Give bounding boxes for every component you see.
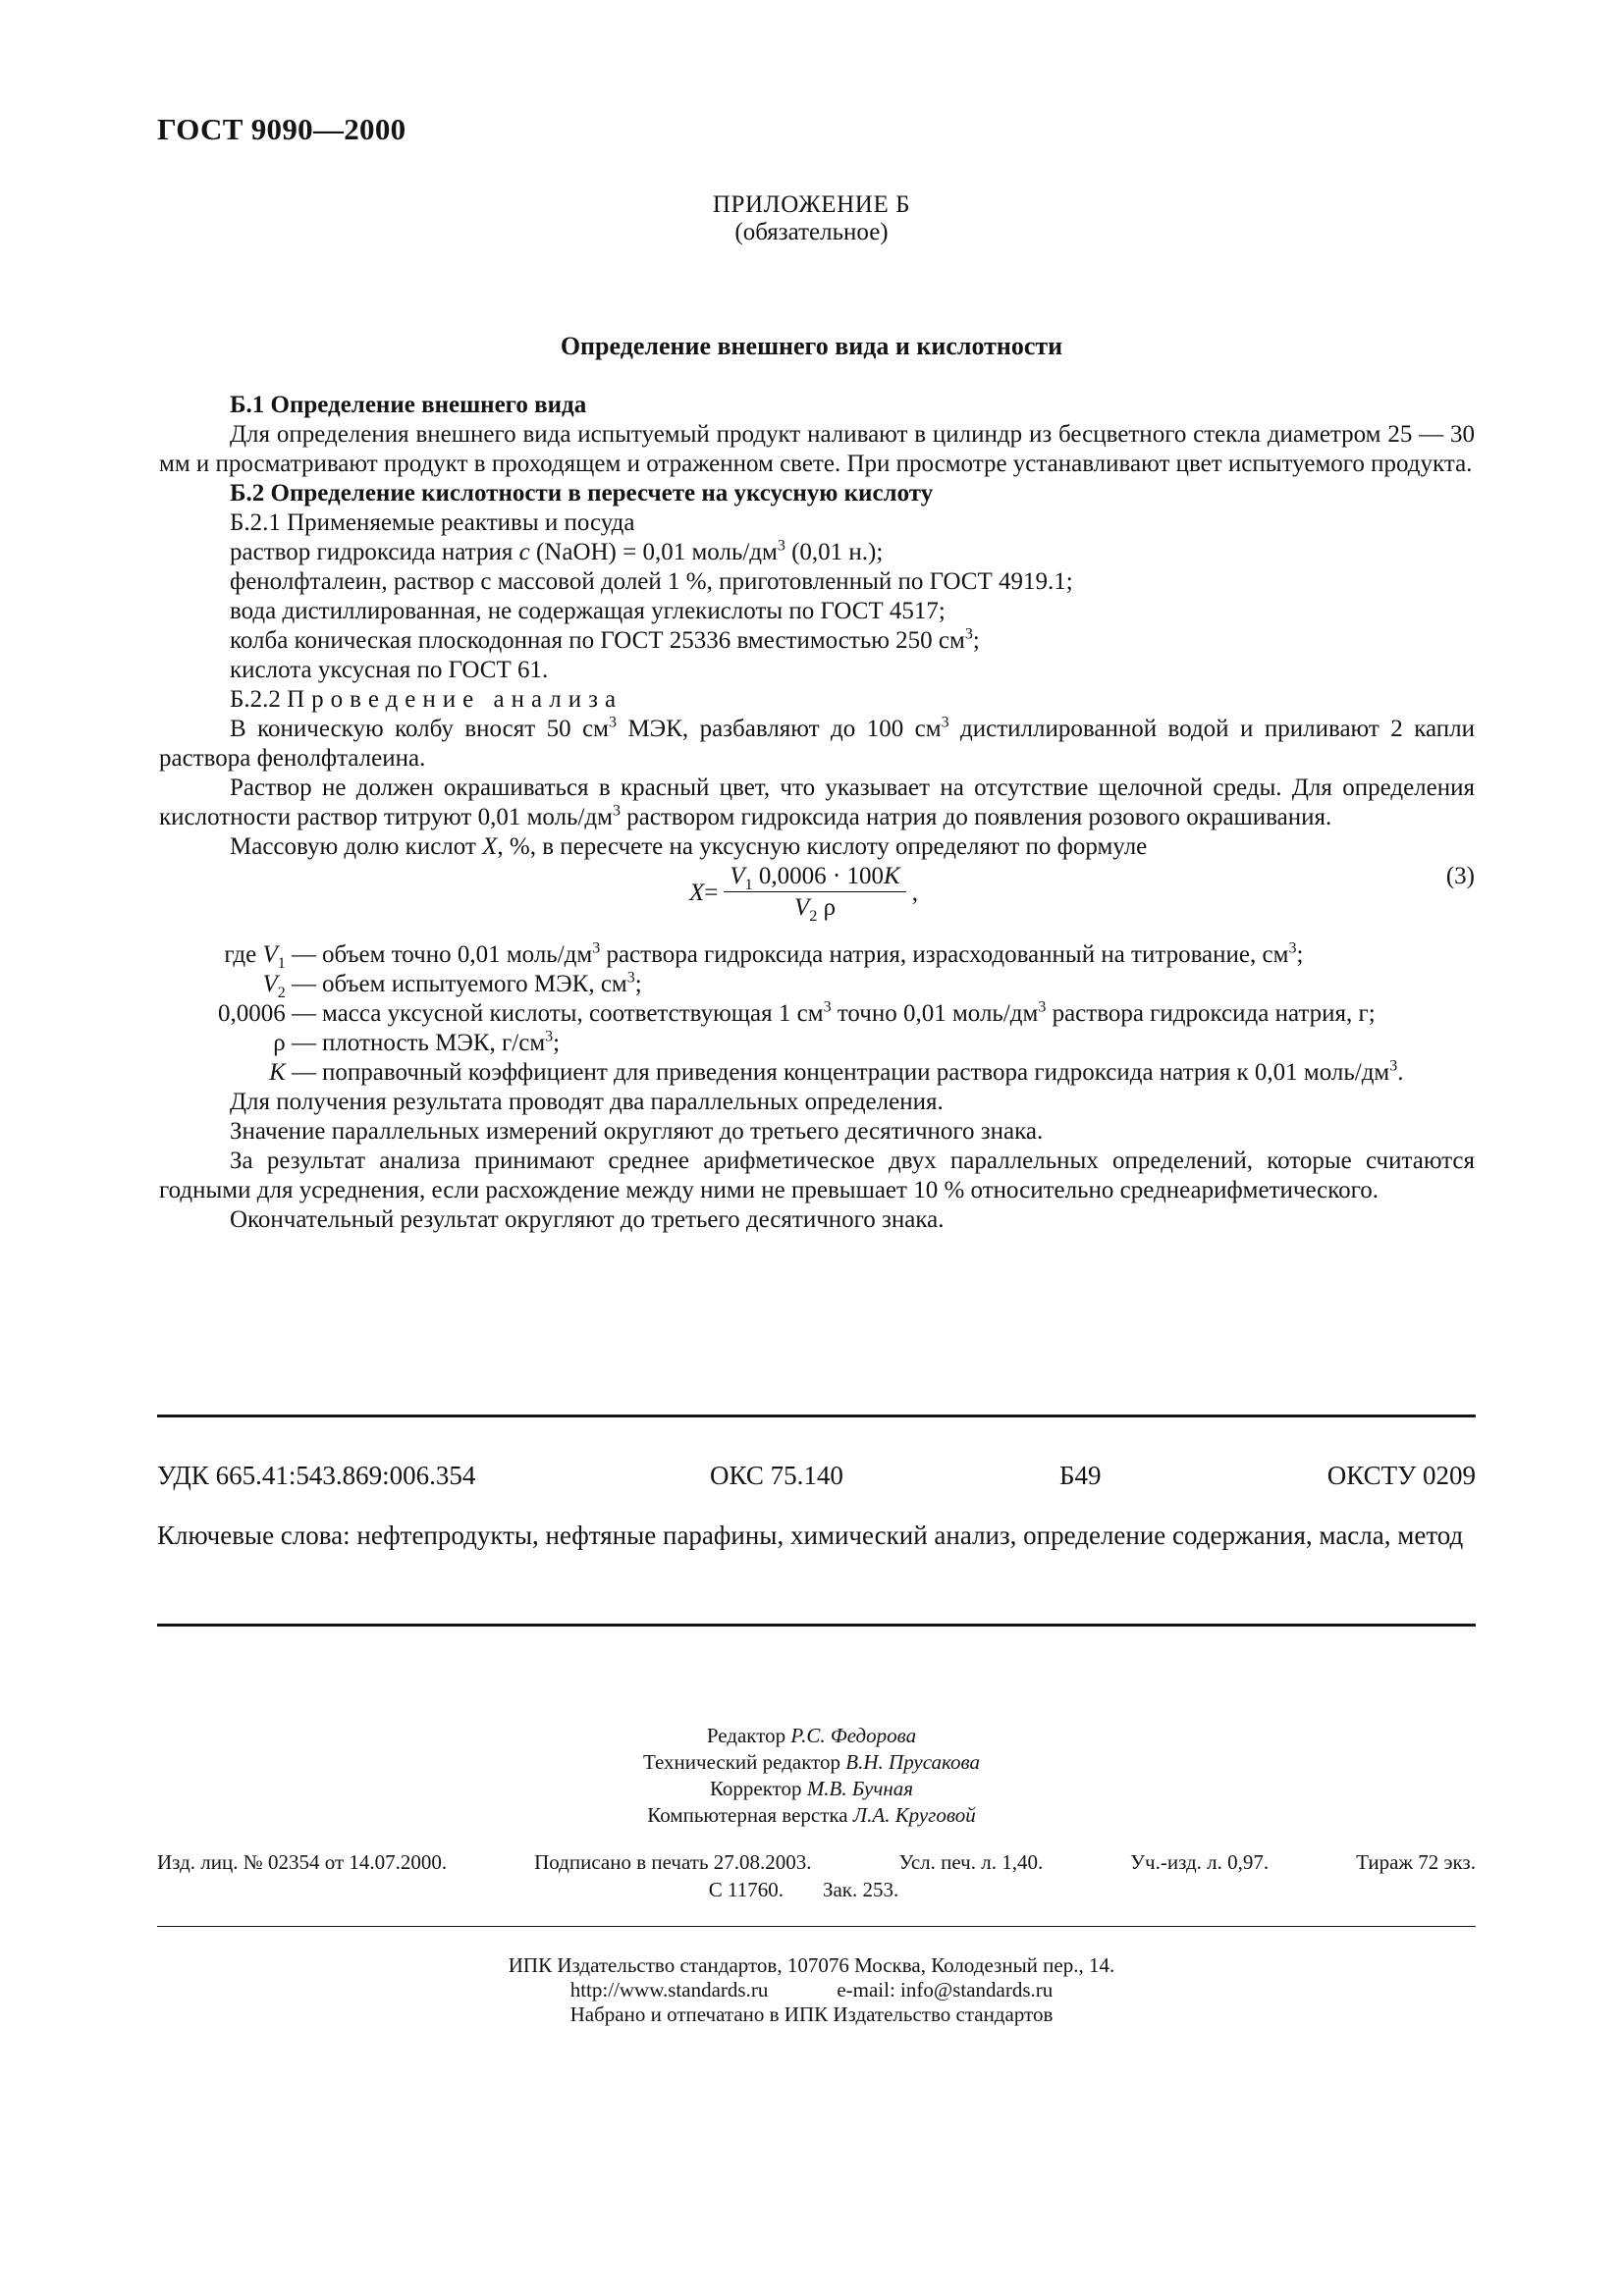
- procedure-paragraph-1: В коническую колбу вносят 50 $см^3$ МЭК, разбавляют до 100 $см^3$ дистиллированной водой и приливают 2 капли раствора фенолфталеина.: [159, 714, 1475, 772]
- b49-code: Б49: [1059, 1461, 1102, 1490]
- reagent-phenolphthalein: фенолфталеин, раствор с массовой долей 1 %, приготовленный по ГОСТ 4919.1;: [230, 568, 1073, 595]
- keywords: Ключевые слова: нефтепродукты, нефтяные парафины, химический анализ, определение содержания, масла, метод: [157, 1521, 1464, 1550]
- divider-top: [157, 1415, 1476, 1417]
- tail-3: За результат анализа принимают среднее арифметическое двух параллельных определений, которые считаются годными для усреднения, если расхождение между ними не превышает 10 % относительно среднеарифметического.: [159, 1148, 1475, 1203]
- tech-editor-line: Технический редактор В.Н. Прусакова: [642, 1750, 981, 1774]
- formula-lhs: X: [689, 879, 705, 906]
- standard-code: ГОСТ 9090—2000: [157, 112, 406, 146]
- formula-numerator: $V_1$ 0,0006 · 100K: [724, 862, 905, 892]
- classification-row: [157, 1461, 1476, 1494]
- tail-1: Для получения результата проводят два параллельных определения.: [230, 1089, 944, 1115]
- formula-fraction: [724, 862, 905, 924]
- section-title: Определение внешнего вида и кислотности: [560, 332, 1063, 360]
- var-v1: где $V_1$ — объем точно 0,01 моль/$дм^3$ раствора гидроксида натрия, израсходованный на титрование, $см^3$;: [224, 939, 1304, 972]
- appendix-note: (обязательное): [734, 219, 889, 245]
- tail-2: Значение параллельных измерений округляют до третьего десятичного знака.: [230, 1118, 1044, 1145]
- formula-number: (3): [1445, 863, 1475, 889]
- formula-3: [159, 862, 1475, 925]
- var-k: K — поправочный коэффициент для приведения концентрации раствора гидроксида натрия к 0,01 моль/$дм^3$.: [269, 1057, 1404, 1086]
- formula-expression: X = $\frac{V_1 0,0006 \cdot 100K}{V_2 \rho}$ ,: [689, 863, 918, 925]
- var-v2: $V_2$ — объем испытуемого МЭК, $см^3$;: [262, 969, 642, 1001]
- appendix-title: ПРИЛОЖЕНИЕ Б: [712, 191, 911, 218]
- imprint: [157, 1848, 1476, 1903]
- staff-credits: [0, 1723, 1623, 1829]
- document-body: [159, 391, 1475, 1235]
- order-number: Зак. 253.: [822, 1878, 899, 1901]
- signed-date: Подписано в печать 27.08.2003.: [534, 1850, 812, 1874]
- layout-line: Компьютерная верстка Л.А. Круговой: [647, 1803, 976, 1827]
- editor-line: Редактор Р.С. Федорова: [706, 1724, 917, 1747]
- procedure-paragraph-3: Массовую долю кислот X, %, в пересчете на уксусную кислоту определяют по формуле: [230, 833, 1148, 860]
- print-run: Тираж 72 экз.: [1356, 1850, 1476, 1874]
- oks-code: ОКС 75.140: [710, 1461, 843, 1490]
- variable-definitions: [159, 940, 1475, 1088]
- reagent-water: вода дистиллированная, не содержащая углекислоты по ГОСТ 4517;: [230, 598, 946, 624]
- print-sheets: Усл. печ. л. 1,40.: [898, 1850, 1044, 1874]
- imprint-c: С 11760.: [708, 1878, 784, 1901]
- tail-4: Окончательный результат округляют до третьего десятичного знака.: [230, 1206, 945, 1233]
- reagent-flask: колба коническая плоскодонная по ГОСТ 25336 вместимостью 250 $см^3$;: [230, 625, 980, 654]
- var-rho: ρ — плотность МЭК, $г/см^3$;: [273, 1028, 561, 1056]
- var-mass: 0,0006 — масса уксусной кислоты, соответствующая 1 $см^3$ точно 0,01 моль/$дм^3$ раствора гидроксида натрия, г;: [218, 998, 1376, 1027]
- b1-text: Для определения внешнего вида испытуемый продукт наливают в цилиндр из бесцветного стекла диаметром 25 — 30 мм и просматривают продукт в проходящем и отраженном свете. При просмотре устанавливают цвет испытуемого продукта.: [159, 421, 1475, 477]
- corrector-line: Корректор М.В. Бучная: [709, 1777, 914, 1800]
- b1-heading: Б.1 Определение внешнего вида: [230, 392, 587, 418]
- b21-title: Б.2.1 Применяемые реактивы и посуда: [230, 509, 635, 536]
- b22-title: Б.2.2 Проведение анализа: [230, 686, 623, 713]
- publisher-url[interactable]: http://www.standards.ru: [569, 1978, 769, 2002]
- procedure-paragraph-2: Раствор не должен окрашиваться в красный цвет, что указывает на отсутствие щелочной среды. Для определения кислотности раствор титруют 0,01 моль/$дм^3$ раствором гидроксида натрия до появления розового окрашивания.: [159, 774, 1475, 830]
- udk-code: УДК 665.41:543.869:006.354: [157, 1461, 476, 1490]
- formula-denominator: $V_2$ ρ: [794, 894, 837, 925]
- publisher-sheets: Уч.-изд. л. 0,97.: [1130, 1850, 1270, 1874]
- divider-bottom: [157, 1926, 1476, 1927]
- publisher-address: ИПК Издательство стандартов, 107076 Москва, Колодезный пер., 14.: [508, 1953, 1115, 1977]
- license: Изд. лиц. № 02354 от 14.07.2000.: [157, 1850, 448, 1874]
- okstu-code: ОКСТУ 0209: [1326, 1461, 1476, 1490]
- publisher-block: [0, 1953, 1623, 2027]
- reagent-naoh: раствор гидроксида натрия c (NaOH) = 0,01 моль/$дм^3$ (0,01 н.);: [230, 537, 884, 565]
- divider-middle: [157, 1624, 1476, 1627]
- publisher-email[interactable]: e-mail: info@standards.ru: [837, 1978, 1054, 2002]
- publisher-print-note: Набрано и отпечатано в ИПК Издательство стандартов: [569, 2002, 1054, 2026]
- b2-heading: Б.2 Определение кислотности в пересчете на уксусную кислоту: [230, 480, 934, 507]
- reagent-acid: кислота уксусная по ГОСТ 61.: [230, 657, 549, 683]
